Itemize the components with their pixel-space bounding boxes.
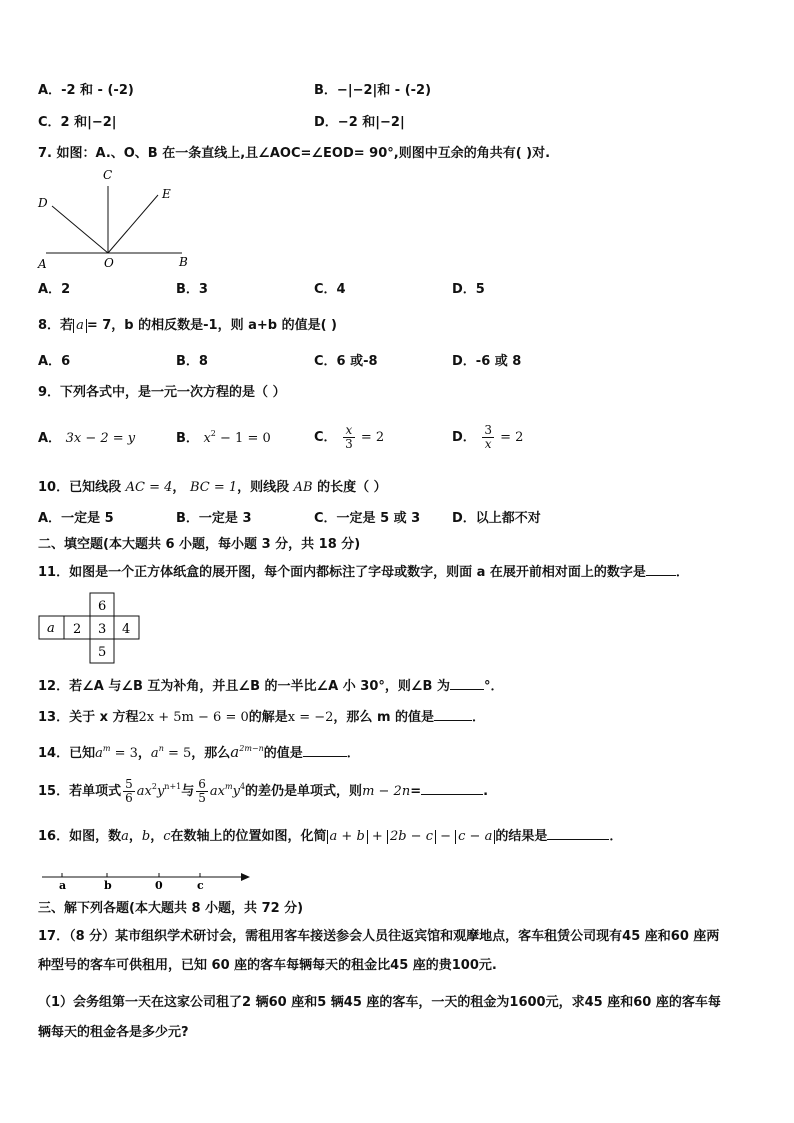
answer-blank[interactable] (547, 827, 609, 840)
fraction: $\frac{5}{6}$ (125, 777, 133, 805)
abs-expression: a (73, 319, 87, 333)
label-d: D (38, 196, 48, 210)
q9-option-c: C． $\frac{x}{3}$ = 2 (314, 423, 385, 451)
q7-option-c: C．4 (314, 282, 346, 297)
question-number: 11． (38, 565, 70, 580)
option-label: D． (314, 115, 338, 130)
math-expression: 3x − 2 = y (65, 431, 136, 446)
q14-stem: 14．已知$a^m = 3$，$a^n = 5$，那么$a^{2m-n}$的值是 ． (38, 743, 360, 761)
question-text: 如图：A.、O、B 在一条直线上,且∠AOC=∠EOD= 90°,则图中互余的角共有( )对. (56, 146, 551, 161)
net-label-a: a (47, 621, 55, 636)
question-number: 15． (38, 784, 70, 799)
q9-option-a: A． 3x − 2 = y (38, 431, 136, 446)
question-number: 16． (38, 829, 70, 844)
abs-expression: c − a (455, 830, 495, 844)
q6-option-c (38, 115, 117, 131)
q7-option-a: A．2 (38, 282, 71, 297)
q7-option-b: B．3 (176, 282, 208, 297)
axis-arrow-icon (241, 873, 250, 881)
question-text: 下列各式中，是一元一次方程的是（ ） (60, 385, 286, 400)
q10-option-a: A．一定是 5 (38, 511, 114, 526)
label-a: A (38, 257, 47, 271)
net-label-4: 4 (122, 622, 131, 637)
q7-stem (38, 146, 550, 162)
q7-angle-figure (34, 166, 194, 274)
ray-oe (108, 195, 158, 253)
q11-stem: 11．如图是一个正方体纸盒的展开图，每个面内都标注了字母或数字，则面 a 在展开前相对面上的数字是 ． (38, 565, 689, 580)
q8-stem: 8．若 a = 7，b 的相反数是-1，则 a+b 的值是( ) (38, 318, 337, 333)
q9-stem (38, 385, 286, 401)
answer-blank[interactable] (421, 782, 483, 795)
answer-blank[interactable] (450, 677, 484, 690)
q17-line-1: 17．（8 分）某市组织学术研讨会，需租用客车接送参会人员往返宾馆和观摩地点，客车租赁公司现有45 座和60 座两 (38, 929, 720, 944)
question-text: 如图是一个正方体纸盒的展开图，每个面内都标注了字母或数字，则面 a 在展开前相对面上的数字是 (69, 565, 646, 580)
question-number: 9． (38, 385, 61, 400)
q7-option-d: D．5 (452, 282, 485, 297)
q10-option-b: B．一定是 3 (176, 511, 252, 526)
net-label-3: 3 (98, 622, 107, 637)
q10-stem: 10．已知线段 AC = 4， BC = 1，则线段 AB 的长度（ ） (38, 480, 387, 495)
q6-option-d (314, 115, 405, 131)
q8-option-d: D．-6 或 8 (452, 354, 522, 369)
axis-label-zero: 0 (155, 879, 163, 892)
q13-stem: 13．关于 x 方程2x + 5m − 6 = 0的解是x = −2，那么 m 的值是 ． (38, 710, 486, 725)
label-c: C (103, 168, 113, 182)
question-number: 14． (38, 746, 70, 761)
option-text: −|−2|和 - (-2) (336, 83, 432, 98)
option-label: B． (314, 83, 337, 98)
q8-option-c: C．6 或-8 (314, 354, 378, 369)
question-number: 7. (38, 146, 52, 161)
net-label-2: 2 (73, 622, 82, 637)
option-text: -2 和 - (-2) (61, 83, 134, 98)
q11-cube-net (38, 592, 148, 666)
label-b: B (179, 255, 188, 269)
option-text: 2 和|−2| (60, 115, 117, 130)
question-number: 8． (38, 318, 61, 333)
axis-label-a: a (59, 879, 67, 892)
q9-option-b: B． $x^2 - 1 = 0$ (176, 429, 271, 446)
q6-option-b (314, 83, 431, 99)
q17-line-2: 种型号的客车可供租用，已知 60 座的客车每辆每天的租金比45 座的贵100元. (38, 958, 497, 973)
q17-part1-line-2: 辆每天的租金各是多少元? (38, 1025, 189, 1040)
section-3-heading: 三、解下列各题(本大题共 8 小题，共 72 分) (38, 901, 304, 916)
math-expression: 2x + 5m − 6 = 0 (138, 710, 249, 725)
axis-label-c: c (197, 879, 204, 892)
answer-blank[interactable] (646, 563, 676, 576)
net-label-6: 6 (98, 599, 107, 614)
section-2-heading: 二、填空题(本大题共 6 小题，每小题 3 分，共 18 分) (38, 537, 361, 552)
label-e: E (162, 187, 171, 201)
q15-stem: 15．若单项式 $\frac{5}{6}$ $ax^2y^{n+1}$与 $\frac{6}{5}$ $ax^my^4$的差仍是单项式，则m − 2n= . (38, 777, 489, 805)
ray-od (52, 206, 108, 253)
question-number: 12． (38, 679, 70, 694)
axis-label-b: b (104, 879, 112, 892)
q16-number-line (38, 868, 254, 892)
math-expression: x = −2 (287, 710, 334, 725)
answer-blank[interactable] (434, 708, 472, 721)
fraction: $\frac{6}{5}$ (198, 777, 206, 805)
q8-option-b: B．8 (176, 354, 208, 369)
option-label: C． (38, 115, 61, 130)
question-number: 13． (38, 710, 70, 725)
option-text: −2 和|−2| (337, 115, 405, 130)
question-number: 17． (38, 929, 70, 944)
q16-stem: 16．如图，数a，b，c在数轴上的位置如图，化简 a + b + 2b − c − c − a 的结果是 ． (38, 829, 623, 844)
q12-stem: 12．若∠A 与∠B 互为补角，并且∠B 的一半比∠A 小 30°，则∠B 为 °． (38, 679, 504, 694)
q9-option-d: D． $\frac{3}{x}$ = 2 (452, 423, 524, 451)
q8-option-a: A．6 (38, 354, 71, 369)
net-label-5: 5 (98, 645, 107, 660)
q10-option-c: C．一定是 5 或 3 (314, 511, 421, 526)
q17-part1-line-1: （1）会务组第一天在这家公司租了2 辆60 座和5 辆45 座的客车，一天的租金为1600元，求45 座和60 座的客车每 (38, 995, 721, 1010)
question-text: 若∠A 与∠B 互为补角，并且∠B 的一半比∠A 小 30°，则∠B 为 (69, 679, 450, 694)
question-number: 10． (38, 480, 70, 495)
fraction: $\frac{3}{x}$ (484, 423, 492, 451)
answer-blank[interactable] (303, 744, 347, 757)
q10-option-d: D．以上都不对 (452, 511, 541, 526)
abs-expression: a + b (327, 830, 368, 844)
abs-expression: 2b − c (387, 830, 436, 844)
q6-option-a (38, 83, 134, 99)
option-label: A． (38, 83, 62, 98)
label-o: O (104, 256, 114, 270)
fraction: $\frac{x}{3}$ (345, 423, 353, 451)
